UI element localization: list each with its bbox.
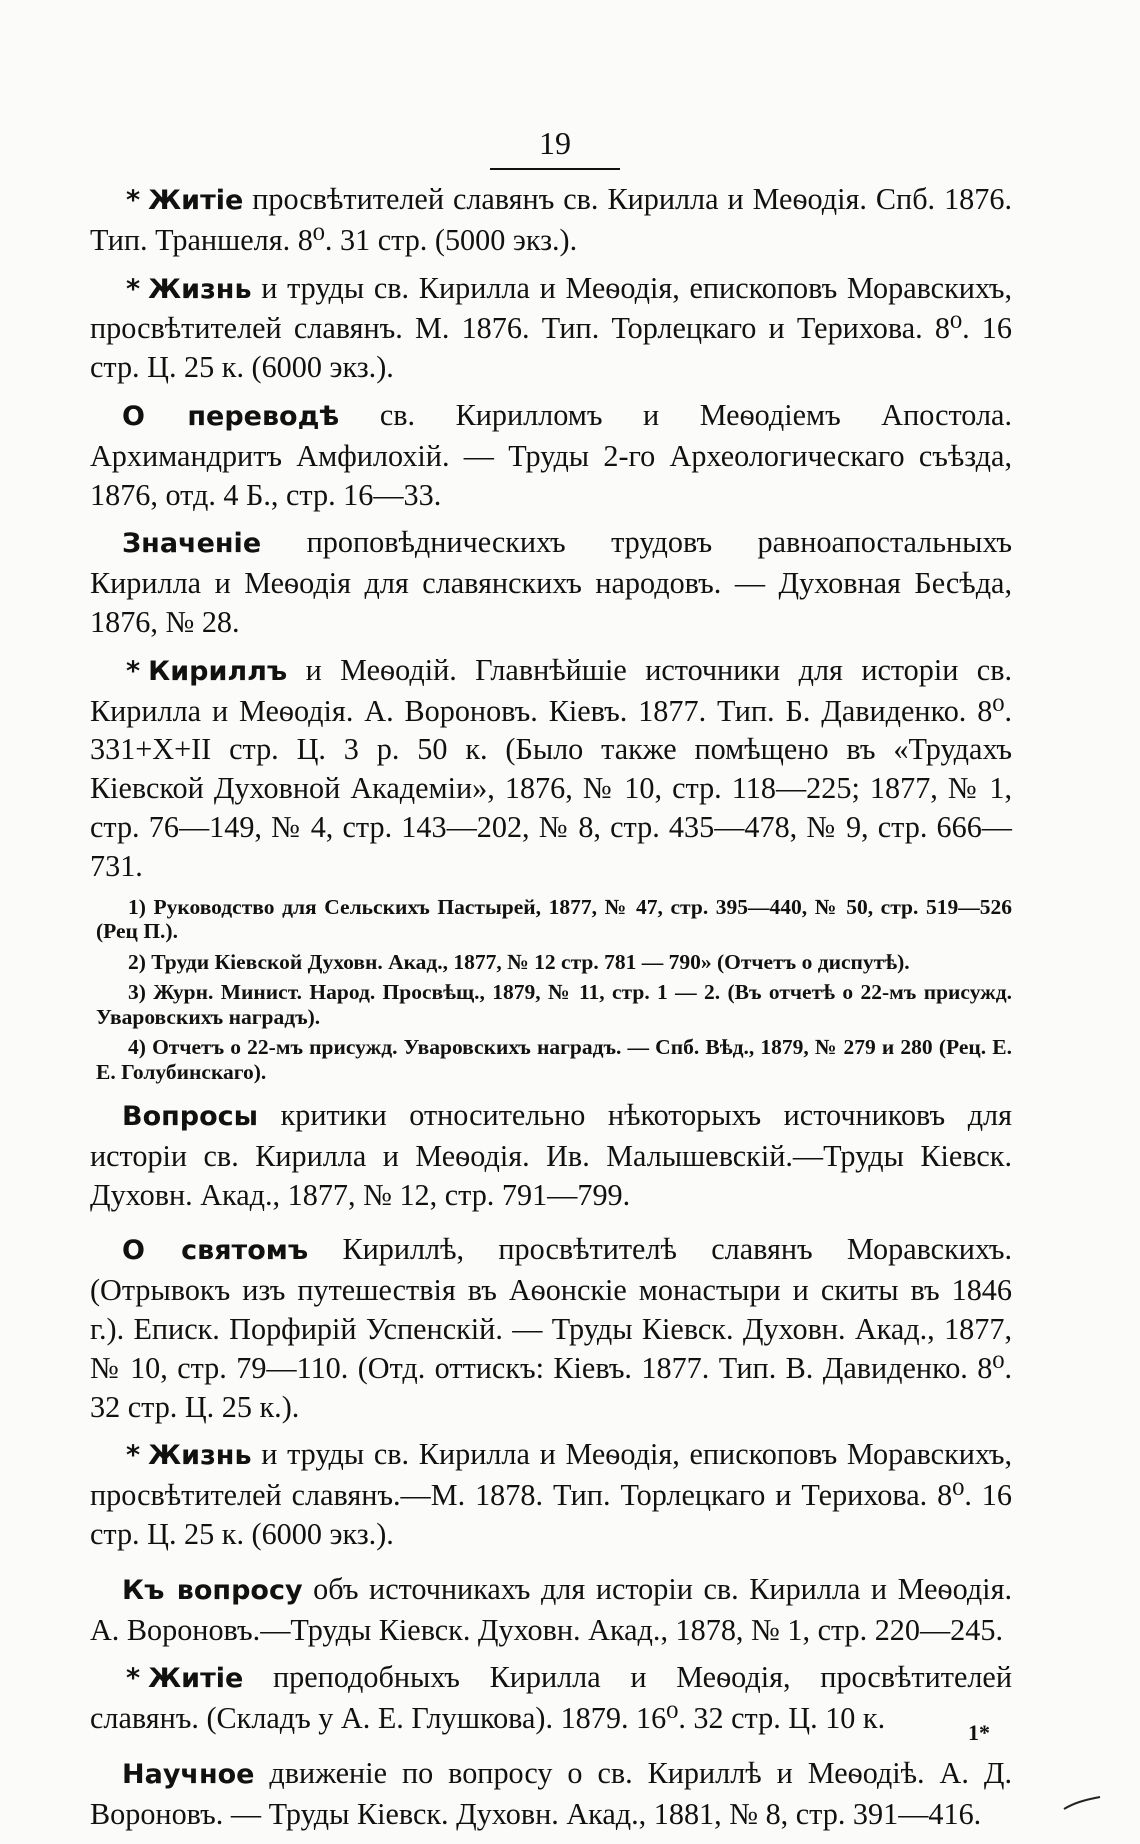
bibliography-entry	[90, 1658, 1012, 1738]
bibliography-entry	[90, 396, 1012, 514]
entry-heading: Житіе	[148, 185, 244, 216]
entry-asterisk: *	[126, 1440, 141, 1472]
entry-heading: Жизнь	[148, 273, 252, 305]
entry-heading: Вопросы	[122, 1101, 259, 1133]
entry-text: преподобныхъ Кирилла и Меѳодія, просвѣтителей славянъ. (Складъ у А. Е. Глушкова). 1879. 16⁰. 32 стр. Ц. 10 к.	[90, 1660, 1012, 1736]
bibliography-content	[90, 180, 1012, 1843]
bibliography-entry	[90, 523, 1012, 641]
bibliography-entry	[90, 1435, 1012, 1553]
entry-asterisk: *	[126, 185, 141, 216]
bibliography-entry	[90, 651, 1012, 886]
entry-heading: Житіе	[148, 1663, 244, 1695]
entry-text: и труды св. Кирилла и Меѳодія, епископовъ Моравскихъ, просвѣтителей славянъ.—М. 1878. Тип. Торлецкаго и Терихова. 8⁰. 16 стр. Ц. 25 к. (6000 экз.).	[90, 1437, 1012, 1552]
signature-mark: 1*	[968, 1720, 990, 1745]
entry-heading: Кириллъ	[148, 655, 288, 687]
entry-heading: Научное	[122, 1759, 255, 1790]
page-number: 19	[490, 125, 620, 170]
entry-asterisk: *	[126, 273, 141, 305]
bibliography-entry	[90, 1230, 1012, 1426]
bibliography-entry	[90, 180, 1012, 260]
entry-heading: О переводѣ	[122, 400, 340, 432]
footnote: 1) Руководство для Сельскихъ Пастырей, 1877, № 47, стр. 395—440, № 50, стр. 519—526 (Рец П.).	[96, 894, 1012, 944]
entry-heading: Жизнь	[148, 1440, 252, 1472]
entry-text: объ источникахъ для исторіи св. Кирилла и Меѳодія. А. Вороновъ.—Труды Кіевск. Духовн. Акад., 1878, № 1, стр. 220—245.	[90, 1571, 1012, 1647]
footnote: 2) Труди Кіевской Духовн. Акад., 1877, № 12 стр. 781 — 790» (Отчетъ о диспутѣ).	[128, 949, 910, 974]
entry-text: критики относительно нѣкоторыхъ источниковъ для исторіи св. Кирилла и Меѳодія. Ив. Малышевскій.—Труды Кіевск. Духовн. Акад., 1877, № 12, стр. 791—799.	[90, 1098, 1012, 1212]
entry-text: и Меѳодій. Главнѣйшіе источники для исторіи св. Кирилла и Меѳодія. А. Вороновъ. Кіевъ. 1877. Тип. Б. Давиденко. 8⁰. 331+X+II стр. Ц. 3 р. 50 к. (Было также помѣщено въ «Трудахъ Кіевской Духовной Академіи», 1876, № 10, стр. 118—225; 1877, № 1, стр. 76—149, № 4, стр. 143—202, № 8, стр. 435—478, № 9, стр. 666—731.	[90, 652, 1012, 883]
bibliography-entry	[90, 1570, 1012, 1650]
bibliography-entry	[90, 1096, 1012, 1214]
entry-text: просвѣтителей славянъ св. Кирилла и Меѳодія. Спб. 1876. Тип. Траншеля. 8⁰. 31 стр. (5000 экз.).	[90, 182, 1012, 257]
entry-heading: Къ вопросу	[122, 1574, 303, 1606]
entry-text: и труды св. Кирилла и Меѳодія, епископовъ Моравскихъ, просвѣтителей славянъ. М. 1876. Тип. Торлецкаго и Терихова. 8⁰. 16 стр. Ц. 25 к. (6000 экз.).	[90, 270, 1012, 385]
entry-text: движеніе по вопросу о св. Кириллѣ и Меѳодіѣ. А. Д. Вороновъ. — Труды Кіевск. Духовн. Акад., 1881, № 8, стр. 391—416.	[90, 1756, 1012, 1831]
bibliography-entry	[90, 1754, 1012, 1834]
entries-group-b	[90, 1096, 1012, 1834]
entry-heading: О святомъ	[122, 1235, 309, 1267]
bibliography-entry	[90, 269, 1012, 387]
entry-asterisk: *	[126, 655, 141, 687]
entries-group-a	[90, 180, 1012, 886]
entry-asterisk: *	[126, 1663, 141, 1695]
pen-stroke-mark	[1062, 1795, 1102, 1811]
entry-text: проповѣдническихъ трудовъ равноапостальныхъ Кирилла и Меѳодія для славянскихъ народовъ. — Духовная Бесѣда, 1876, № 28.	[90, 525, 1012, 639]
entry-text: Кириллѣ, просвѣтителѣ славянъ Моравскихъ. (Отрывокъ изъ путешествія въ Аѳонскіе монастыри и скиты въ 1846 г.). Еписк. Порфирій Успенскій. — Труды Кіевск. Духовн. Акад., 1877, № 10, стр. 79—110. (Отд. оттискъ: Кіевъ. 1877. Тип. В. Давиденко. 8⁰. 32 стр. Ц. 25 к.).	[90, 1232, 1012, 1424]
footnotes	[90, 895, 1012, 1085]
entry-text: св. Кирилломъ и Меѳодіемъ Апостола. Архимандритъ Амфилохій. — Труды 2-го Археологическаго съѣзда, 1876, отд. 4 Б., стр. 16—33.	[90, 397, 1012, 512]
entry-heading: Значеніе	[122, 528, 262, 560]
footnote: 3) Журн. Минист. Народ. Просвѣщ., 1879, № 11, стр. 1 — 2. (Въ отчетѣ о 22-мъ присужд. Уваровскихъ наградъ).	[96, 980, 1012, 1029]
footnote: 4) Отчетъ о 22-мъ присужд. Уваровскихъ наградъ. — Спб. Вѣд., 1879, № 279 и 280 (Рец. Е. Е. Голубинскаго).	[96, 1035, 1012, 1084]
